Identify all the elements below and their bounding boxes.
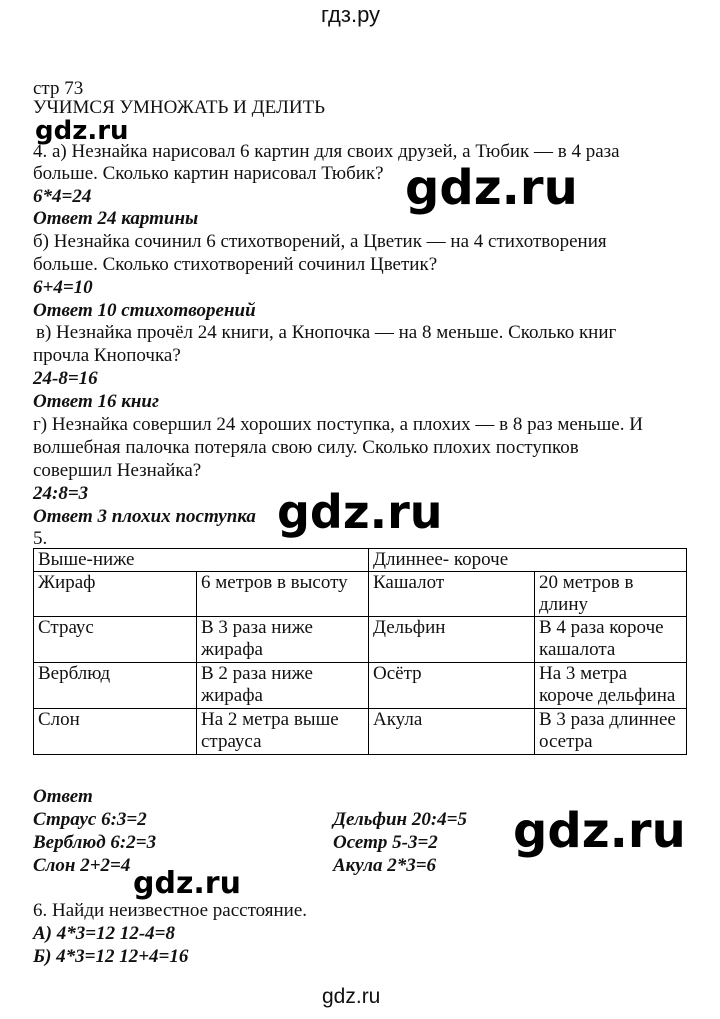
task4-b-line2: больше. Сколько стихотворений сочинил Цветик? bbox=[33, 254, 438, 275]
task4-v-line1: в) Незнайка прочёл 24 книги, а Кнопочка — на 8 меньше. Сколько книг bbox=[36, 322, 617, 343]
task4-v-line2: прочла Кнопочка? bbox=[33, 345, 181, 366]
task4-b-answer: Ответ 10 стихотворений bbox=[33, 300, 256, 321]
task4-g-answer: Ответ 3 плохих поступка bbox=[33, 506, 256, 527]
header-longer-shorter: Длиннее- короче bbox=[369, 549, 687, 572]
animal-cell: Верблюд bbox=[34, 663, 197, 709]
section-title: УЧИМСЯ УМНОЖАТЬ И ДЕЛИТЬ bbox=[33, 97, 326, 118]
answer-shark: Акула 2*3=6 bbox=[333, 855, 437, 876]
watermark-small-top: gdz.ru bbox=[35, 116, 129, 146]
animal-cell: Осётр bbox=[369, 663, 535, 709]
comparison-line1: На 3 метра bbox=[539, 663, 628, 684]
comparison-line1: В 3 раза ниже bbox=[201, 617, 313, 638]
task4-g-line1: г) Незнайка совершил 24 хороших поступка, а плохих — в 8 раз меньше. И bbox=[33, 414, 643, 435]
answer-ostrich: Страус 6:3=2 bbox=[33, 809, 147, 830]
watermark-large-middle: gdz.ru bbox=[277, 485, 443, 539]
task4-a-answer: Ответ 24 картины bbox=[33, 208, 199, 229]
comparison-line2: жирафа bbox=[201, 685, 263, 706]
table-row bbox=[34, 709, 687, 755]
task6-line-b: Б) 4*3=12 12+4=16 bbox=[33, 946, 189, 967]
comparison-line1: В 2 раза ниже bbox=[201, 663, 313, 684]
animal-cell: Кашалот bbox=[369, 572, 535, 617]
comparison-line2: осетра bbox=[539, 731, 593, 752]
comparison-cell bbox=[535, 709, 687, 755]
watermark-small-bottom: gdz.ru bbox=[133, 866, 241, 901]
comparison-line2: длину bbox=[539, 594, 588, 615]
comparison-cell bbox=[535, 663, 687, 709]
header-higher-lower: Выше-ниже bbox=[34, 549, 369, 572]
task4-g-line2: волшебная палочка потеряла свою силу. Сколько плохих поступков bbox=[33, 437, 579, 458]
task5-answer-title: Ответ bbox=[33, 786, 93, 807]
table-row bbox=[34, 617, 687, 663]
animal-cell: Акула bbox=[369, 709, 535, 755]
comparison-line2: кашалота bbox=[539, 639, 616, 660]
table-header-row bbox=[34, 549, 687, 572]
watermark-large-top: gdz.ru bbox=[405, 160, 578, 216]
comparison-table bbox=[33, 548, 687, 755]
task4-a-line1: 4. а) Незнайка нарисовал 6 картин для своих друзей, а Тюбик — в 4 раза bbox=[33, 141, 620, 162]
answer-elephant: Слон 2+2=4 bbox=[33, 855, 131, 876]
comparison-line1: 20 метров в bbox=[539, 572, 634, 593]
animal-cell: Слон bbox=[34, 709, 197, 755]
comparison-line2: жирафа bbox=[201, 639, 263, 660]
task6-question: 6. Найди неизвестное расстояние. bbox=[33, 900, 308, 921]
task4-a-calc: 6*4=24 bbox=[33, 186, 92, 207]
task6-line-a: А) 4*3=12 12-4=8 bbox=[33, 923, 175, 944]
page-reference: стр 73 bbox=[33, 78, 84, 99]
comparison-cell bbox=[535, 572, 687, 617]
answer-dolphin: Дельфин 20:4=5 bbox=[333, 809, 467, 830]
comparison-line1: На 2 метра выше bbox=[201, 709, 339, 730]
task4-g-line3: совершил Незнайка? bbox=[33, 460, 202, 481]
comparison-line2: короче дельфина bbox=[539, 685, 676, 706]
comparison-line1: 6 метров в высоту bbox=[201, 572, 348, 593]
task4-v-calc: 24-8=16 bbox=[33, 368, 98, 389]
site-header: гдз.ру bbox=[321, 2, 381, 27]
animal-cell: Дельфин bbox=[369, 617, 535, 663]
comparison-line2: страуса bbox=[201, 731, 262, 752]
animal-cell: Страус bbox=[34, 617, 197, 663]
comparison-cell bbox=[197, 663, 369, 709]
task4-a-line2: больше. Сколько картин нарисовал Тюбик? bbox=[33, 163, 384, 184]
answer-sturgeon: Осетр 5-3=2 bbox=[333, 832, 438, 853]
task5-number: 5. bbox=[33, 528, 48, 549]
comparison-cell bbox=[535, 617, 687, 663]
comparison-cell bbox=[197, 617, 369, 663]
comparison-line1: В 3 раза длиннее bbox=[539, 709, 676, 730]
comparison-cell bbox=[197, 709, 369, 755]
answer-camel: Верблюд 6:2=3 bbox=[33, 832, 157, 853]
comparison-cell bbox=[197, 572, 369, 617]
site-footer: gdz.ru bbox=[322, 985, 381, 1008]
table-row bbox=[34, 572, 687, 617]
task4-v-answer: Ответ 16 книг bbox=[33, 391, 159, 412]
task4-b-line1: б) Незнайка сочинил 6 стихотворений, а Цветик — на 4 стихотворения bbox=[33, 231, 607, 252]
watermark-large-bottom: gdz.ru bbox=[513, 803, 686, 859]
table-row bbox=[34, 663, 687, 709]
animal-cell: Жираф bbox=[34, 572, 197, 617]
task4-b-calc: 6+4=10 bbox=[33, 277, 93, 298]
task4-g-calc: 24:8=3 bbox=[33, 483, 89, 504]
comparison-line1: В 4 раза короче bbox=[539, 617, 664, 638]
